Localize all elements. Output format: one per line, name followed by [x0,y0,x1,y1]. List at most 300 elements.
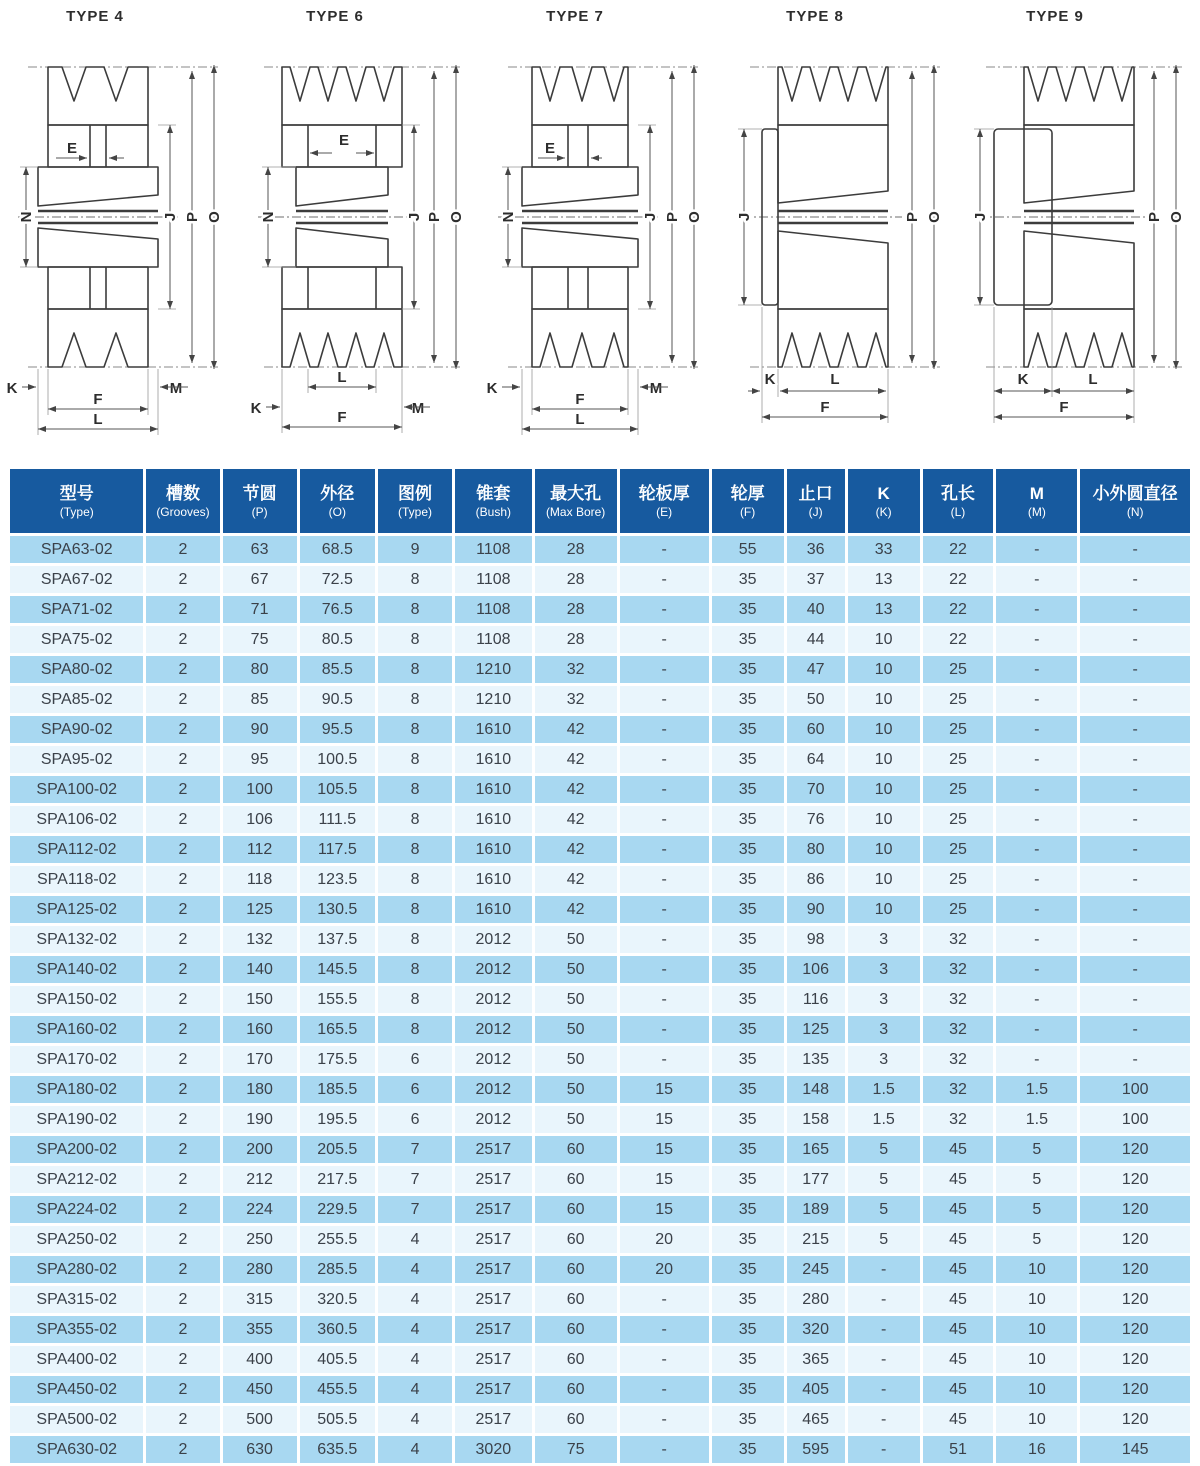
cell-e: - [620,836,709,863]
cell-legend-type: 8 [378,866,452,893]
cell-pitch-p: 315 [223,1286,297,1313]
col-header-n: 小外圆直径 (N) [1080,469,1190,533]
cell-type: SPA125-02 [10,896,143,923]
cell-bush: 2517 [455,1316,531,1343]
dim-label-e: E [544,140,556,157]
cell-l: 45 [923,1286,994,1313]
cell-l: 25 [923,656,994,683]
cell-grooves: 2 [146,866,219,893]
cell-outer-o: 68.5 [300,536,375,563]
cell-outer-o: 205.5 [300,1136,375,1163]
cell-f: 35 [712,686,784,713]
cell-legend-type: 4 [378,1346,452,1373]
dimension-lines [7,65,223,435]
cell-legend-type: 8 [378,1016,452,1043]
cell-legend-type: 8 [378,926,452,953]
cell-e: 15 [620,1076,709,1103]
col-header-pitch-p: 节圆 (P) [223,469,297,533]
cell-n: - [1080,1046,1190,1073]
cell-max-bore: 28 [535,536,617,563]
cell-type: SPA95-02 [10,746,143,773]
cell-m: - [996,536,1077,563]
cell-l: 45 [923,1166,994,1193]
cell-e: - [620,1406,709,1433]
cell-l: 22 [923,536,994,563]
cell-k: 10 [848,806,920,833]
col-header-type: 型号 (Type) [10,469,143,533]
table-row-SPA280-02 [10,1256,1190,1283]
cell-legend-type: 8 [378,656,452,683]
cell-max-bore: 50 [535,986,617,1013]
cell-n: 145 [1080,1436,1190,1463]
cell-pitch-p: 85 [223,686,297,713]
cell-max-bore: 60 [535,1136,617,1163]
cell-type: SPA450-02 [10,1376,143,1403]
cell-type: SPA80-02 [10,656,143,683]
cell-e: 15 [620,1136,709,1163]
cell-pitch-p: 150 [223,986,297,1013]
cell-max-bore: 42 [535,866,617,893]
cell-m: - [996,716,1077,743]
dim-label-j: J [736,212,753,222]
cell-e: - [620,1316,709,1343]
cell-n: - [1080,926,1190,953]
table-row-SPA212-02 [10,1166,1190,1193]
cell-k: 3 [848,1046,920,1073]
dim-label-o: O [1168,211,1185,223]
cell-max-bore: 42 [535,896,617,923]
cell-e: 15 [620,1166,709,1193]
col-header-legend-type: 图例 (Type) [378,469,452,533]
cell-e: - [620,656,709,683]
cell-f: 35 [712,1316,784,1343]
cell-n: - [1080,776,1190,803]
cell-n: - [1080,536,1190,563]
cell-bush: 2517 [455,1406,531,1433]
cell-bush: 2517 [455,1136,531,1163]
cell-pitch-p: 106 [223,806,297,833]
cell-pitch-p: 80 [223,656,297,683]
cell-f: 35 [712,1046,784,1073]
cell-bush: 2517 [455,1286,531,1313]
cell-pitch-p: 71 [223,596,297,623]
cell-type: SPA90-02 [10,716,143,743]
cell-m: 10 [996,1256,1077,1283]
cell-j: 465 [787,1406,845,1433]
cell-max-bore: 28 [535,596,617,623]
cell-type: SPA180-02 [10,1076,143,1103]
cell-e: 15 [620,1196,709,1223]
cell-bush: 2012 [455,1076,531,1103]
diagram-type-6 [240,6,480,462]
cell-outer-o: 123.5 [300,866,375,893]
cell-e: 20 [620,1256,709,1283]
cell-m: - [996,836,1077,863]
cell-max-bore: 42 [535,746,617,773]
cell-pitch-p: 190 [223,1106,297,1133]
cell-n: - [1080,566,1190,593]
diagram-type-4 [0,6,240,462]
cell-legend-type: 8 [378,626,452,653]
cell-n: 120 [1080,1286,1190,1313]
cell-pitch-p: 95 [223,746,297,773]
cell-j: 165 [787,1136,845,1163]
cell-pitch-p: 212 [223,1166,297,1193]
cell-max-bore: 42 [535,836,617,863]
dim-label-j: J [406,212,423,222]
cell-e: - [620,1376,709,1403]
cell-legend-type: 8 [378,716,452,743]
cell-e: - [620,566,709,593]
cell-l: 45 [923,1346,994,1373]
cell-outer-o: 175.5 [300,1046,375,1073]
cell-grooves: 2 [146,1136,219,1163]
dim-label-o: O [926,211,943,223]
cell-k: - [848,1316,920,1343]
cell-max-bore: 60 [535,1226,617,1253]
cell-n: 100 [1080,1106,1190,1133]
cell-n: - [1080,986,1190,1013]
dim-label-f: F [1059,399,1069,416]
cell-bush: 2012 [455,1106,531,1133]
cell-n: 100 [1080,1076,1190,1103]
cell-bush: 2517 [455,1256,531,1283]
cell-bush: 1108 [455,536,531,563]
cell-bush: 1610 [455,776,531,803]
dim-label-p: P [184,211,201,223]
cell-l: 32 [923,1106,994,1133]
cell-outer-o: 117.5 [300,836,375,863]
cell-k: 13 [848,596,920,623]
cell-f: 35 [712,1256,784,1283]
cell-pitch-p: 100 [223,776,297,803]
cell-j: 215 [787,1226,845,1253]
cell-type: SPA212-02 [10,1166,143,1193]
table-row-SPA90-02 [10,716,1190,743]
cell-m: 5 [996,1166,1077,1193]
cell-bush: 1108 [455,596,531,623]
cell-e: - [620,986,709,1013]
cell-f: 35 [712,626,784,653]
cell-k: - [848,1286,920,1313]
cell-n: 120 [1080,1346,1190,1373]
pulley-drawing-type-6 [240,25,480,437]
cell-m: - [996,776,1077,803]
cell-m: - [996,956,1077,983]
cell-max-bore: 50 [535,1106,617,1133]
cell-grooves: 2 [146,1346,219,1373]
cell-pitch-p: 355 [223,1316,297,1343]
cell-grooves: 2 [146,1316,219,1343]
col-header-max-bore: 最大孔 (Max Bore) [535,469,617,533]
cell-m: - [996,1016,1077,1043]
cell-outer-o: 185.5 [300,1076,375,1103]
cell-k: - [848,1406,920,1433]
cell-m: 1.5 [996,1076,1077,1103]
cell-max-bore: 60 [535,1406,617,1433]
cell-grooves: 2 [146,776,219,803]
cell-j: 365 [787,1346,845,1373]
cell-e: - [620,866,709,893]
dim-label-j: J [642,212,659,222]
dim-label-l: L [93,411,103,428]
cell-m: 1.5 [996,1106,1077,1133]
cell-j: 135 [787,1046,845,1073]
cell-l: 45 [923,1196,994,1223]
cell-bush: 1210 [455,656,531,683]
diagram-title: TYPE 9 [1026,8,1084,25]
cell-l: 32 [923,926,994,953]
cell-type: SPA63-02 [10,536,143,563]
cell-f: 35 [712,1076,784,1103]
cell-e: - [620,896,709,923]
table-row-SPA132-02 [10,926,1190,953]
cell-n: 120 [1080,1226,1190,1253]
cell-bush: 2012 [455,926,531,953]
cell-l: 25 [923,716,994,743]
cell-j: 280 [787,1286,845,1313]
cell-grooves: 2 [146,1286,219,1313]
cell-j: 36 [787,536,845,563]
cell-pitch-p: 250 [223,1226,297,1253]
cell-type: SPA315-02 [10,1286,143,1313]
cell-n: - [1080,896,1190,923]
col-header-grooves: 槽数 (Grooves) [146,469,219,533]
cell-m: 5 [996,1226,1077,1253]
cell-k: 10 [848,656,920,683]
cell-pitch-p: 170 [223,1046,297,1073]
dim-label-n: N [18,211,35,223]
cell-k: 5 [848,1226,920,1253]
cell-e: - [620,716,709,743]
cell-l: 25 [923,806,994,833]
cell-f: 35 [712,866,784,893]
cell-outer-o: 111.5 [300,806,375,833]
cell-k: 1.5 [848,1076,920,1103]
cell-n: - [1080,1016,1190,1043]
cell-j: 80 [787,836,845,863]
cell-m: - [996,656,1077,683]
cell-outer-o: 635.5 [300,1436,375,1463]
cell-e: - [620,1286,709,1313]
cell-k: 10 [848,686,920,713]
dim-label-n: N [500,211,517,223]
cell-f: 35 [712,1226,784,1253]
cell-l: 32 [923,1016,994,1043]
cell-m: 10 [996,1316,1077,1343]
cell-grooves: 2 [146,1256,219,1283]
cell-e: - [620,926,709,953]
cell-grooves: 2 [146,1436,219,1463]
cell-m: - [996,926,1077,953]
cell-m: - [996,596,1077,623]
cell-outer-o: 195.5 [300,1106,375,1133]
cell-max-bore: 32 [535,686,617,713]
cell-l: 22 [923,566,994,593]
dim-label-l: L [830,371,840,388]
col-header-outer-o: 外径 (O) [300,469,375,533]
cell-f: 35 [712,1166,784,1193]
cell-f: 35 [712,1286,784,1313]
cell-j: 86 [787,866,845,893]
cell-k: - [848,1346,920,1373]
cell-k: 3 [848,956,920,983]
cell-grooves: 2 [146,1076,219,1103]
diagram-title: TYPE 4 [66,8,124,25]
cell-f: 35 [712,836,784,863]
diagram-type-8 [720,6,960,462]
cell-outer-o: 90.5 [300,686,375,713]
col-header-f: 轮厚 (F) [712,469,784,533]
cell-f: 35 [712,986,784,1013]
cell-bush: 2517 [455,1226,531,1253]
cell-type: SPA67-02 [10,566,143,593]
cell-grooves: 2 [146,896,219,923]
table-row-SPA75-02 [10,626,1190,653]
cell-legend-type: 8 [378,896,452,923]
cell-max-bore: 60 [535,1166,617,1193]
cell-n: - [1080,686,1190,713]
cell-max-bore: 32 [535,656,617,683]
cell-max-bore: 42 [535,776,617,803]
cell-outer-o: 360.5 [300,1316,375,1343]
cell-pitch-p: 180 [223,1076,297,1103]
cell-m: - [996,896,1077,923]
cell-f: 35 [712,1136,784,1163]
cell-j: 44 [787,626,845,653]
diagram-title: TYPE 7 [546,8,604,25]
cell-pitch-p: 63 [223,536,297,563]
cell-j: 98 [787,926,845,953]
cell-grooves: 2 [146,806,219,833]
cell-l: 25 [923,686,994,713]
table-row-SPA500-02 [10,1406,1190,1433]
cell-legend-type: 4 [378,1436,452,1463]
cell-e: - [620,1436,709,1463]
dim-label-f: F [93,391,103,408]
cell-m: - [996,626,1077,653]
cell-m: - [996,866,1077,893]
cell-l: 22 [923,626,994,653]
cell-n: - [1080,716,1190,743]
dim-label-p: P [664,211,681,223]
cell-m: - [996,566,1077,593]
cell-f: 35 [712,956,784,983]
cell-j: 320 [787,1316,845,1343]
dimension-lines [972,65,1185,423]
cell-l: 32 [923,956,994,983]
dim-label-j: J [972,212,989,222]
cell-e: - [620,956,709,983]
cell-type: SPA250-02 [10,1226,143,1253]
cell-f: 35 [712,656,784,683]
cell-pitch-p: 112 [223,836,297,863]
cell-l: 45 [923,1256,994,1283]
cell-legend-type: 7 [378,1196,452,1223]
cell-outer-o: 76.5 [300,596,375,623]
cell-j: 189 [787,1196,845,1223]
cell-grooves: 2 [146,716,219,743]
cell-j: 47 [787,656,845,683]
cell-n: 120 [1080,1256,1190,1283]
table-row-SPA200-02 [10,1136,1190,1163]
cell-outer-o: 405.5 [300,1346,375,1373]
table-row-SPA100-02 [10,776,1190,803]
cell-k: 3 [848,926,920,953]
cell-bush: 2517 [455,1196,531,1223]
dim-label-k: K [6,380,18,397]
cell-l: 25 [923,836,994,863]
diagram-title: TYPE 6 [306,8,364,25]
cell-k: 10 [848,626,920,653]
cell-e: 15 [620,1106,709,1133]
cell-outer-o: 145.5 [300,956,375,983]
cell-m: - [996,986,1077,1013]
cell-e: - [620,686,709,713]
table-row-SPA190-02 [10,1106,1190,1133]
cell-outer-o: 85.5 [300,656,375,683]
cell-legend-type: 8 [378,596,452,623]
cell-f: 55 [712,536,784,563]
pulley-diagrams-strip [0,0,1200,462]
cell-pitch-p: 125 [223,896,297,923]
cell-l: 45 [923,1316,994,1343]
cell-pitch-p: 200 [223,1136,297,1163]
cell-j: 148 [787,1076,845,1103]
dim-label-o: O [686,211,703,223]
dim-label-l: L [1088,371,1098,388]
cell-f: 35 [712,896,784,923]
cell-l: 22 [923,596,994,623]
cell-n: - [1080,866,1190,893]
cell-grooves: 2 [146,566,219,593]
dim-label-k: K [764,371,776,388]
cell-l: 25 [923,896,994,923]
table-row-SPA170-02 [10,1046,1190,1073]
cell-pitch-p: 400 [223,1346,297,1373]
table-row-SPA250-02 [10,1226,1190,1253]
cell-pitch-p: 224 [223,1196,297,1223]
cell-type: SPA100-02 [10,776,143,803]
cell-outer-o: 100.5 [300,746,375,773]
cell-k: - [848,1436,920,1463]
cell-legend-type: 4 [378,1316,452,1343]
cell-legend-type: 8 [378,836,452,863]
cell-grooves: 2 [146,1106,219,1133]
cell-e: - [620,626,709,653]
dim-label-m: M [169,380,183,397]
cell-legend-type: 8 [378,746,452,773]
cell-legend-type: 4 [378,1376,452,1403]
dim-label-p: P [426,211,443,223]
cell-k: 33 [848,536,920,563]
cell-outer-o: 229.5 [300,1196,375,1223]
table-row-SPA80-02 [10,656,1190,683]
cell-n: - [1080,596,1190,623]
cell-m: 5 [996,1136,1077,1163]
cell-n: 120 [1080,1196,1190,1223]
cell-k: 10 [848,896,920,923]
cell-outer-o: 80.5 [300,626,375,653]
cell-grooves: 2 [146,536,219,563]
cell-outer-o: 95.5 [300,716,375,743]
cell-legend-type: 4 [378,1286,452,1313]
dim-label-m: M [649,380,663,397]
dim-label-m: M [411,400,425,417]
cell-outer-o: 72.5 [300,566,375,593]
cell-m: 10 [996,1346,1077,1373]
cell-k: 10 [848,716,920,743]
